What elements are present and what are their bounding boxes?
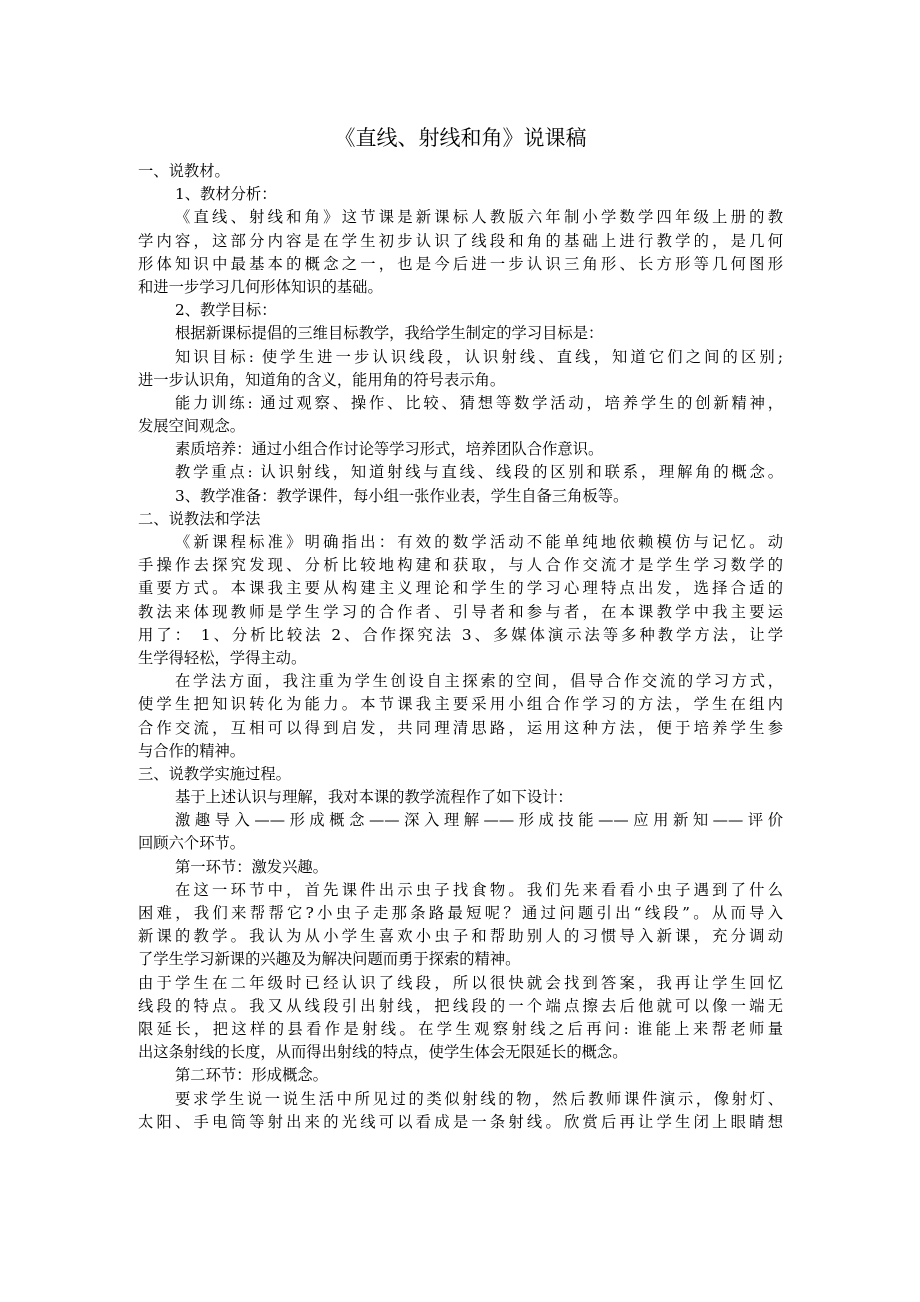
text-line: 三、说教学实施过程。 bbox=[138, 764, 291, 783]
text-line: 要求学生说一说生活中所见过的类似射线的物，然后教师课件演示，像射灯、 bbox=[175, 1089, 783, 1108]
text-line: 一、说教材。 bbox=[138, 162, 230, 180]
text-line: 在这一环节中，首先课件出示虫子找食物。我们先来看看小虫子遇到了什么 bbox=[175, 880, 783, 899]
text-line: 学内容，这部分内容是在学生初步认识了线段和角的基础上进行教学的，是几何 bbox=[138, 231, 783, 250]
text-line: 3、教学准备：教学课件，每小组一张作业表，学生自备三角板等。 bbox=[175, 486, 629, 505]
document-title: 《直线、射线和角》说课稿 bbox=[334, 126, 587, 150]
document-page bbox=[138, 122, 783, 1134]
text-line: 限延长，把这样的县看作是射线。在学生观察射线之后再问: 谁能上来帮老师量 bbox=[138, 1019, 783, 1038]
text-line: 2、教学目标： bbox=[175, 301, 277, 320]
text-line: 1、教材分析： bbox=[175, 185, 277, 204]
text-line: 能力训练: 通过观察、操作、比较、猜想等数学活动，培养学生的创新精神， bbox=[175, 393, 783, 412]
text-line: 教学重点: 认识射线，知道射线与直线、线段的区别和联系，理解角的概念。 bbox=[175, 463, 783, 482]
text-line: 用了： 1、分析比较法 2、合作探究法 3、多媒体演示法等多种教学方法，让学 bbox=[138, 625, 783, 644]
text-line: 与合作的精神。 bbox=[138, 741, 246, 760]
text-line: 重要方式。本课我主要从构建主义理论和学生的学习心理特点出发，选择合适的 bbox=[138, 579, 783, 598]
text-line: 第一环节：激发兴趣。 bbox=[175, 857, 328, 876]
text-line: 困难，我们来帮帮它?小虫子走那条路最短呢？通过问题引出“线段”。从而导入 bbox=[138, 904, 783, 922]
text-line: 激趣导入——形成概念——深入理解——形成技能——应用新知——评价 bbox=[175, 811, 783, 830]
text-line: 新课的教学。我认为从小学生喜欢小虫子和帮助别人的习惯导入新课，充分调动 bbox=[138, 927, 783, 946]
text-line: 知识目标: 使学生进一步认识线段，认识射线、直线，知道它们之间的区别; bbox=[175, 347, 783, 366]
text-line: 出这条射线的长度，从而得出射线的特点，使学生体会无限延长的概念。 bbox=[138, 1043, 628, 1062]
text-line: 线段的特点。我又从线段引出射线，把线段的一个端点擦去后他就可以像一端无 bbox=[138, 996, 783, 1015]
text-line: 由于学生在二年级时已经认识了线段，所以很快就会找到答案，我再让学生回忆 bbox=[138, 973, 783, 992]
text-line: 手操作去探究发现、分析比较地构建和获取，与人合作交流才是学生学习数学的 bbox=[138, 556, 783, 575]
text-line: 形体知识中最基本的概念之一，也是今后进一步认识三角形、长方形等几何图形 bbox=[138, 254, 783, 273]
text-line: 在学法方面，我注重为学生创设自主探索的空间，倡导合作交流的学习方式， bbox=[175, 672, 783, 691]
document-body bbox=[138, 160, 783, 1134]
text-line: 和进一步学习几何形体知识的基础。 bbox=[138, 277, 383, 296]
text-line: 进一步认识角，知道角的含义，能用角的符号表示角。 bbox=[138, 370, 506, 389]
text-line: 教法来体现教师是学生学习的合作者、引导者和参与者，在本课教学中我主要运 bbox=[138, 602, 783, 621]
text-line: 《新课程标准》明确指出：有效的数学活动不能单纯地依赖模仿与记忆。动 bbox=[175, 533, 783, 551]
text-line: 了学生学习新课的兴趣及为解决问题而勇于探索的精神。 bbox=[138, 950, 521, 969]
text-line: 《直线、射线和角》这节课是新课标人教版六年制小学数学四年级上册的教 bbox=[175, 208, 783, 227]
text-line: 使学生把知识转化为能力。本节课我主要采用小组合作学习的方法，学生在组内 bbox=[138, 695, 783, 714]
text-line: 第二环节：形成概念。 bbox=[175, 1066, 328, 1085]
text-line: 素质培养：通过小组合作讨论等学习形式，培养团队合作意识。 bbox=[175, 440, 604, 459]
text-line: 根据新课标提倡的三维目标教学，我给学生制定的学习目标是： bbox=[175, 324, 604, 343]
text-line: 基于上述认识与理解，我对本课的教学流程作了如下设计： bbox=[175, 788, 573, 807]
text-line: 太阳、手电筒等射出来的光线可以看成是一条射线。欣赏后再让学生闭上眼睛想 bbox=[138, 1112, 783, 1131]
text-line: 发展空间观念。 bbox=[138, 417, 246, 436]
text-line: 生学得轻松，学得主动。 bbox=[138, 648, 307, 667]
text-line: 回顾六个环节。 bbox=[138, 834, 246, 853]
text-line: 二、说教法和学法 bbox=[138, 509, 261, 528]
text-line: 合作交流，互相可以得到启发，共同理清思路，运用这种方法，便于培养学生参 bbox=[138, 718, 783, 737]
